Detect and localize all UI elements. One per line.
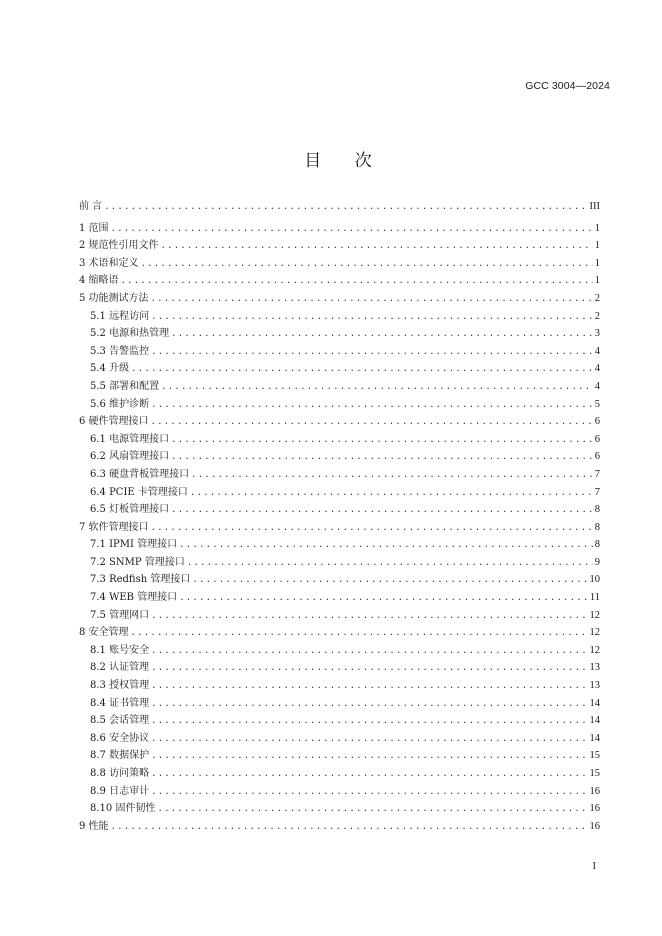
- toc-entry-label: 6.4 PCIE 卡管理接口: [90, 486, 188, 498]
- toc-dot-leader: [179, 537, 593, 555]
- toc-entry-page: 4: [594, 345, 600, 357]
- toc-entry[interactable]: [79, 554, 600, 572]
- toc-entry-label: 6.5 灯板管理接口: [90, 504, 170, 516]
- page-number: I: [592, 861, 596, 872]
- toc-entry-page: 1: [594, 222, 600, 234]
- toc-dot-leader: [161, 379, 593, 397]
- toc-entry[interactable]: [79, 800, 600, 818]
- toc-entry[interactable]: [79, 783, 600, 801]
- document-code: GCC 3004—2024: [525, 80, 610, 92]
- toc-entry-page: 4: [594, 363, 600, 375]
- toc-dot-leader: [151, 608, 587, 626]
- toc-entry[interactable]: [79, 607, 600, 625]
- toc-dot-leader: [131, 625, 588, 643]
- toc-entry-page: 14: [589, 715, 600, 727]
- toc-entry-label: 4 缩略语: [79, 275, 119, 287]
- toc-entry-page: 16: [589, 785, 600, 797]
- toc-entry[interactable]: [79, 198, 600, 216]
- toc-entry[interactable]: [79, 325, 600, 343]
- toc-entry-page: 8: [594, 521, 600, 533]
- toc-dot-leader: [131, 361, 593, 379]
- toc-entry-label: 7.5 管理网口: [90, 609, 150, 621]
- toc-entry-label: 8 安全管理: [79, 627, 129, 639]
- toc-entry-page: 1: [594, 275, 600, 287]
- toc-entry-page: 12: [589, 644, 600, 656]
- toc-entry-page: 13: [589, 662, 600, 674]
- toc-entry[interactable]: [79, 536, 600, 554]
- toc-dot-leader: [187, 555, 593, 573]
- toc-entry-label: 6 硬件管理接口: [79, 416, 149, 428]
- toc-entry-page: 16: [589, 803, 600, 815]
- toc-entry-page: 7: [594, 486, 600, 498]
- toc-entry-label: 8.3 授权管理: [90, 680, 150, 692]
- toc-dot-leader: [151, 291, 593, 309]
- toc-entry-label: 前 言: [79, 201, 103, 212]
- toc-entry[interactable]: [79, 642, 600, 660]
- toc-entry-page: 14: [589, 697, 600, 709]
- toc-entry[interactable]: [79, 413, 600, 431]
- toc-dot-leader: [171, 432, 593, 450]
- toc-entry[interactable]: [79, 695, 600, 713]
- toc-entry-label: 8.4 证书管理: [90, 697, 150, 709]
- toc-entry-label: 8.5 会话管理: [90, 715, 150, 727]
- toc-entry-page: 2: [594, 310, 600, 322]
- toc-entry-label: 8.6 安全协议: [90, 732, 150, 744]
- toc-title: 目 次: [304, 151, 386, 171]
- toc-entry-label: 6.2 风扇管理接口: [90, 451, 170, 463]
- toc-entry[interactable]: [79, 308, 600, 326]
- toc-entry-page: 8: [594, 539, 600, 551]
- toc-entry-label: 8.2 认证管理: [90, 662, 150, 674]
- toc-entry-label: 8.1 账号安全: [90, 644, 150, 656]
- toc-entry[interactable]: [79, 501, 600, 519]
- toc-entry[interactable]: [79, 255, 600, 273]
- toc-dot-leader: [151, 414, 593, 432]
- toc-entry-page: 6: [594, 451, 600, 463]
- toc-entry-label: 5.1 远程访问: [90, 310, 150, 322]
- toc-entry-page: 16: [589, 820, 600, 832]
- toc-entry[interactable]: [79, 484, 600, 502]
- toc-entry[interactable]: [79, 765, 600, 783]
- toc-dot-leader: [151, 696, 587, 714]
- toc-entry-page: 6: [594, 416, 600, 428]
- toc-entry-page: 8: [594, 504, 600, 516]
- toc-entry[interactable]: [79, 747, 600, 765]
- toc-entry-page: 6: [594, 433, 600, 445]
- toc-entry-page: 11: [589, 592, 600, 604]
- toc-dot-leader: [151, 731, 587, 749]
- toc-dot-leader: [151, 748, 587, 766]
- toc-dot-leader: [151, 643, 587, 661]
- toc-dot-leader: [151, 660, 587, 678]
- toc-entry-label: 7.2 SNMP 管理接口: [90, 556, 185, 568]
- toc-entry-label: 5.2 电源和热管理: [90, 328, 170, 340]
- toc-entry[interactable]: [79, 272, 600, 290]
- toc-dot-leader: [151, 520, 593, 538]
- toc-entry-label: 8.8 访问策略: [90, 768, 150, 779]
- toc-dot-leader: [121, 273, 593, 291]
- toc-entry-label: 5.3 告警监控: [90, 345, 150, 357]
- toc-dot-leader: [171, 502, 593, 520]
- toc-entry-page: 10: [589, 574, 600, 586]
- toc-entry-page: 9: [594, 556, 600, 568]
- toc-entry-label: 3 术语和定义: [79, 257, 139, 269]
- toc-dot-leader: [157, 801, 587, 819]
- toc-entry-label: 5.5 部署和配置: [90, 380, 160, 392]
- toc-entry[interactable]: [79, 712, 600, 730]
- toc-entry-label: 8.7 数据保护: [90, 750, 150, 762]
- toc-entry[interactable]: [79, 378, 600, 396]
- toc-entry[interactable]: [79, 624, 600, 642]
- toc-entry-page: 15: [589, 768, 600, 779]
- toc-entry-label: 7 软件管理接口: [79, 521, 149, 533]
- toc-entry-label: 5.6 维护诊断: [90, 398, 150, 410]
- toc-entry-label: 9 性能: [79, 820, 109, 832]
- toc-entry-page: 2: [594, 292, 600, 304]
- toc-entry-label: 6.3 硬盘背板管理接口: [90, 468, 190, 480]
- toc-entry-label: 5.4 升级: [90, 363, 130, 375]
- toc-entry-label: 5 功能测试方法: [79, 292, 149, 304]
- toc-entry[interactable]: [79, 343, 600, 361]
- toc-entry-label: 7.3 Redfish 管理接口: [90, 574, 191, 586]
- toc-entry[interactable]: [79, 519, 600, 537]
- toc-entry[interactable]: [79, 677, 600, 695]
- toc-entry-label: 7.1 IPMI 管理接口: [90, 539, 178, 551]
- toc-entry-page: 4: [594, 380, 600, 392]
- toc-dot-leader: [151, 397, 593, 415]
- toc-entry-label: 8.10 固件韧性: [90, 803, 156, 815]
- toc-entry[interactable]: [79, 730, 600, 748]
- toc-entry-page: 7: [594, 468, 600, 480]
- toc-dot-leader: [179, 590, 588, 608]
- toc-entry[interactable]: [79, 818, 600, 836]
- toc-entry-label: 7.4 WEB 管理接口: [90, 592, 178, 604]
- toc-entry-page: 5: [594, 398, 600, 410]
- toc-entry-label: 6.1 电源管理接口: [90, 433, 170, 445]
- toc-entry-page: 1: [594, 240, 600, 252]
- toc-dot-leader: [151, 784, 587, 802]
- toc-entry[interactable]: [79, 448, 600, 466]
- toc-dot-leader: [111, 221, 593, 239]
- toc-entry[interactable]: [79, 589, 600, 607]
- toc-entry-page: III: [589, 201, 600, 212]
- toc-entry[interactable]: [79, 290, 600, 308]
- toc-entry-label: 1 范围: [79, 222, 109, 234]
- toc-entry-label: 2 规范性引用文件: [79, 240, 159, 252]
- toc-entry[interactable]: [79, 431, 600, 449]
- toc-dot-leader: [151, 713, 587, 731]
- toc-entry[interactable]: [79, 571, 600, 589]
- toc-dot-leader: [192, 572, 587, 590]
- toc-entry[interactable]: [79, 220, 600, 238]
- toc-dot-leader: [141, 256, 593, 274]
- toc-entry[interactable]: [79, 396, 600, 414]
- toc-entry[interactable]: [79, 659, 600, 677]
- toc-dot-leader: [151, 344, 593, 362]
- toc-dot-leader: [151, 766, 587, 784]
- toc-dot-leader: [111, 819, 588, 837]
- toc-dot-leader: [151, 678, 587, 696]
- toc-entry-page: 3: [594, 328, 600, 340]
- toc-dot-leader: [190, 485, 593, 503]
- toc-entry[interactable]: [79, 360, 600, 378]
- toc-entry[interactable]: [79, 466, 600, 484]
- toc-dot-leader: [151, 309, 593, 327]
- toc-dot-leader: [171, 326, 593, 344]
- toc-dot-leader: [161, 238, 593, 256]
- toc-entry-page: 14: [589, 732, 600, 744]
- toc-dot-leader: [104, 199, 587, 217]
- toc-entry-page: 13: [589, 680, 600, 692]
- toc-entry-label: 8.9 日志审计: [90, 785, 150, 797]
- toc-dot-leader: [191, 467, 593, 485]
- toc-entry-page: 15: [589, 750, 600, 762]
- toc-entry-page: 12: [589, 627, 600, 639]
- toc-entry-page: 1: [594, 257, 600, 269]
- toc-dot-leader: [171, 449, 593, 467]
- table-of-contents: [79, 198, 600, 835]
- toc-entry-page: 12: [589, 609, 600, 621]
- toc-entry[interactable]: [79, 237, 600, 255]
